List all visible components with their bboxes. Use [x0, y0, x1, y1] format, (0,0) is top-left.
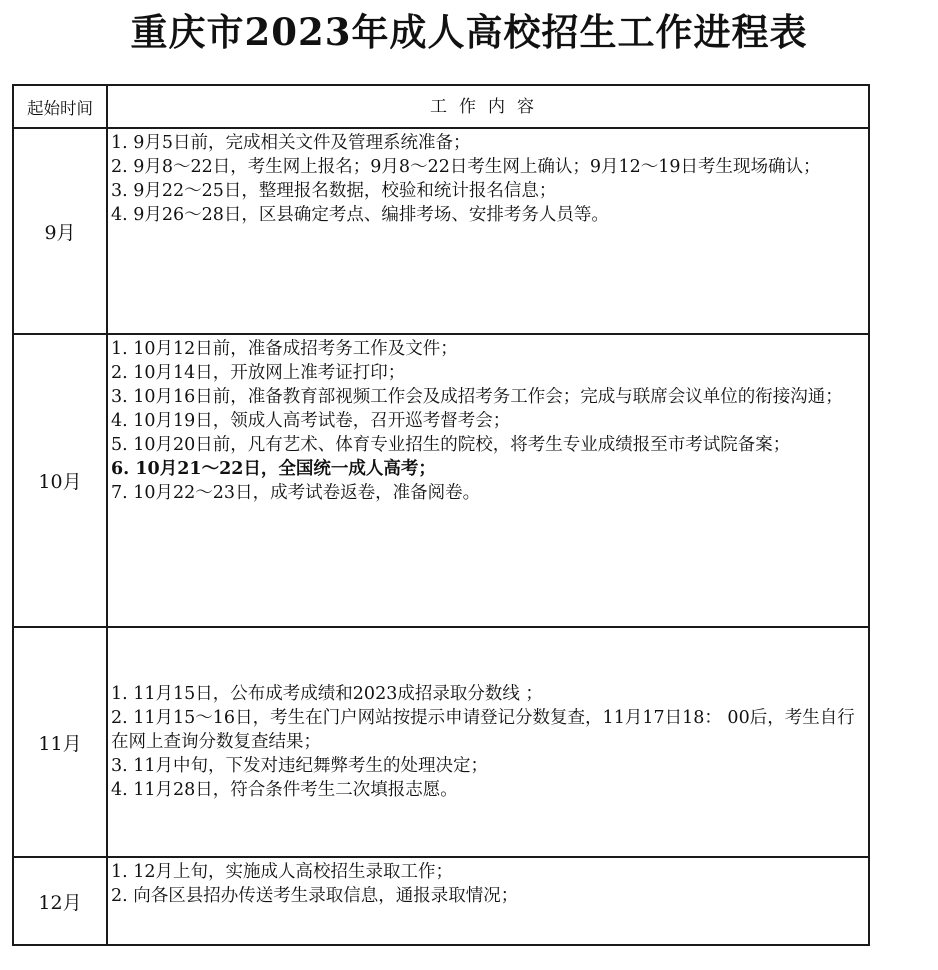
list-item: 1. 10月12日前，准备成招考务工作及文件； [111, 339, 458, 359]
header-work-content: 工作内容 [107, 85, 869, 128]
list-item: 5. 10月20日前，凡有艺术、体育专业招生的院校，将考生专业成绩报至市考试院备案； [111, 435, 791, 455]
list-item: 2. 9月8～22日，考生网上报名；9月8～22日考生网上确认；9月12～19日考生现场确认； [111, 157, 821, 177]
list-item: 7. 10月22～23日，成考试卷返卷，准备阅卷。 [111, 483, 481, 503]
content-cell [107, 128, 869, 334]
list-item: 3. 9月22～25日，整理报名数据，校验和统计报名信息； [111, 181, 557, 201]
list-item: 4. 11月28日，符合条件考生二次填报志愿。 [111, 780, 458, 800]
table-row-november [13, 627, 869, 857]
list-item: 4. 9月26～28日，区县确定考点、编排考场、安排考务人员等。 [111, 205, 609, 225]
list-item: 2. 向各区县招办传送考生录取信息，通报录取情况； [111, 886, 519, 906]
list-item: 1. 9月5日前，完成相关文件及管理系统准备； [111, 133, 471, 153]
content-cell [107, 627, 869, 857]
month-cell: 10月 [13, 334, 107, 627]
list-item: 1. 12月上旬，实施成人高校招生录取工作； [111, 862, 454, 882]
list-item: 3. 11月中旬，下发对违纪舞弊考生的处理决定； [111, 756, 489, 776]
table-header-row [13, 85, 869, 128]
list-item: 2. 10月14日，开放网上准考证打印； [111, 363, 406, 383]
schedule-table [12, 84, 870, 946]
exam-date-item: 6. 10月21～22日，全国统一成人高考； [111, 459, 436, 479]
table-row-december [13, 857, 869, 945]
list-item: 3. 10月16日前，准备教育部视频工作会及成招考务工作会；完成与联席会议单位的衔接沟通； [111, 387, 843, 407]
header-start-time: 起始时间 [13, 85, 107, 128]
table-row-october [13, 334, 869, 627]
content-cell [107, 334, 869, 627]
page-title: 重庆市2023年成人高校招生工作进程表 [130, 10, 808, 54]
table-row-september [13, 128, 869, 334]
month-cell: 9月 [13, 128, 107, 334]
content-cell [107, 857, 869, 945]
month-cell: 11月 [13, 627, 107, 857]
month-cell: 12月 [13, 857, 107, 945]
list-item: 4. 10月19日，领成人高考试卷，召开巡考督考会； [111, 411, 511, 431]
list-item: 1. 11月15日，公布成考成绩和2023成招录取分数线 ； [111, 684, 543, 704]
list-item: 2. 11月15～16日，考生在门户网站按提示申请登记分数复查，11月17日18： 00后，考生自行在网上查询分数复查结果； [111, 708, 855, 752]
